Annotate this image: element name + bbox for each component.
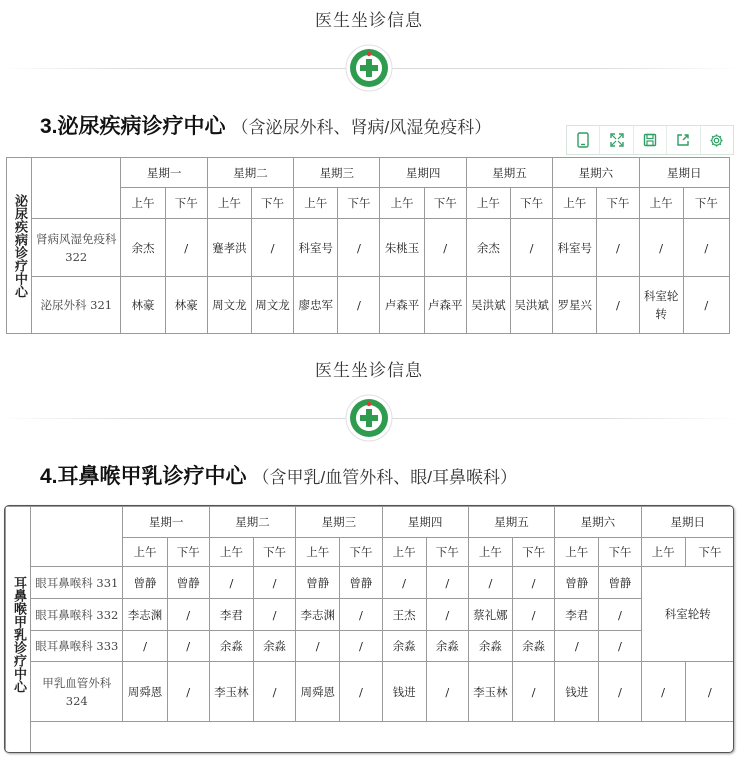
pm-header: 下午 <box>338 188 380 219</box>
schedule-cell: / <box>251 219 293 277</box>
schedule-cell: 钱进 <box>382 662 426 722</box>
schedule-cell: / <box>426 662 468 722</box>
schedule-cell: / <box>685 662 734 722</box>
schedule-cell: 李玉林 <box>468 662 512 722</box>
schedule-cell: 林豪 <box>121 277 165 334</box>
section-banner <box>0 356 738 381</box>
day-header: 星期四 <box>382 507 468 538</box>
am-header: 上午 <box>294 188 338 219</box>
share-icon[interactable] <box>667 126 700 154</box>
day-header: 星期二 <box>209 507 295 538</box>
am-header: 上午 <box>207 188 251 219</box>
schedule-cell: 余淼 <box>426 631 468 662</box>
pm-header: 下午 <box>167 538 209 567</box>
schedule-cell: / <box>683 277 729 334</box>
phone-icon[interactable] <box>567 126 600 154</box>
schedule-cell: / <box>426 599 468 631</box>
schedule-cell: / <box>424 219 466 277</box>
schedule-cell: 余淼 <box>468 631 512 662</box>
schedule-cell: / <box>296 631 340 662</box>
am-header: 上午 <box>555 538 599 567</box>
schedule-cell: / <box>382 567 426 599</box>
schedule-cell: / <box>597 277 639 334</box>
dept-cell: 眼耳鼻喉科 333 <box>31 631 123 662</box>
schedule-cell: 吴洪斌 <box>466 277 510 334</box>
am-header: 上午 <box>639 188 683 219</box>
heading-subtitle: （含甲乳/血管外科、眼/耳鼻喉科） <box>252 468 517 487</box>
am-header: 上午 <box>382 538 426 567</box>
schedule-cell: 吴洪斌 <box>511 277 553 334</box>
am-header: 上午 <box>380 188 424 219</box>
day-header: 星期一 <box>121 158 207 188</box>
am-header: 上午 <box>121 188 165 219</box>
schedule-cell: 周文龙 <box>251 277 293 334</box>
table-row <box>6 662 735 722</box>
schedule-cell: / <box>338 219 380 277</box>
schedule-cell: 曾静 <box>599 567 641 599</box>
schedule-cell: / <box>513 599 555 631</box>
pm-header: 下午 <box>597 188 639 219</box>
day-header: 星期五 <box>468 507 554 538</box>
schedule-cell: 李君 <box>555 599 599 631</box>
schedule-cell: / <box>683 219 729 277</box>
schedule-cell: 李志渊 <box>296 599 340 631</box>
dept-cell: 眼耳鼻喉科 331 <box>31 567 123 599</box>
table-row <box>7 219 730 277</box>
am-header: 上午 <box>468 538 512 567</box>
day-header: 星期四 <box>380 158 466 188</box>
day-header: 星期三 <box>294 158 380 188</box>
table-row <box>6 567 735 599</box>
center-name-cell: 泌尿疾病诊疗中心 <box>7 158 32 334</box>
schedule-cell: 曾静 <box>555 567 599 599</box>
dept-cell: 甲乳血管外科 324 <box>31 662 123 722</box>
am-header: 上午 <box>553 188 597 219</box>
day-header: 星期二 <box>207 158 293 188</box>
schedule-cell: 余淼 <box>209 631 253 662</box>
schedule-cell: / <box>167 631 209 662</box>
heading-subtitle: （含泌尿外科、肾病/风湿免疫科） <box>231 118 492 137</box>
day-header: 星期六 <box>553 158 639 188</box>
schedule-cell: / <box>599 662 641 722</box>
schedule-cell: / <box>513 662 555 722</box>
schedule-cell: / <box>253 662 295 722</box>
schedule-cell: 曾静 <box>123 567 167 599</box>
dept-cell: 肾病风湿免疫科322 <box>32 219 121 277</box>
schedule-cell: 余淼 <box>382 631 426 662</box>
day-header: 星期三 <box>296 507 382 538</box>
hospital-logo-icon <box>345 394 393 442</box>
am-header: 上午 <box>466 188 510 219</box>
schedule-cell: / <box>599 599 641 631</box>
banner-title: 医生坐诊信息 <box>315 361 423 381</box>
schedule-table-ent <box>5 506 734 753</box>
schedule-cell: 卢森平 <box>380 277 424 334</box>
corner-cell <box>32 158 121 219</box>
schedule-cell: 余淼 <box>253 631 295 662</box>
schedule-cell: / <box>639 219 683 277</box>
schedule-table-frame <box>4 505 734 753</box>
banner-title: 医生坐诊信息 <box>315 11 423 31</box>
pm-header: 下午 <box>511 188 553 219</box>
pm-header: 下午 <box>165 188 207 219</box>
schedule-cell: / <box>340 599 382 631</box>
schedule-cell: / <box>513 567 555 599</box>
am-header: 上午 <box>641 538 685 567</box>
day-header: 星期六 <box>555 507 641 538</box>
schedule-cell: 蹇孝洪 <box>207 219 251 277</box>
schedule-cell: 曾静 <box>340 567 382 599</box>
dept-cell: 眼耳鼻喉科 332 <box>31 599 123 631</box>
schedule-cell: 王杰 <box>382 599 426 631</box>
section-banner <box>0 6 738 31</box>
am-header: 上午 <box>209 538 253 567</box>
schedule-table-urology <box>6 157 730 334</box>
schedule-cell: / <box>253 599 295 631</box>
section-heading <box>40 460 517 490</box>
schedule-cell: 余杰 <box>466 219 510 277</box>
section-heading <box>40 110 491 140</box>
schedule-cell: 廖忠军 <box>294 277 338 334</box>
pm-header: 下午 <box>340 538 382 567</box>
pm-header: 下午 <box>685 538 734 567</box>
schedule-cell: 曾静 <box>296 567 340 599</box>
settings-icon[interactable] <box>701 126 733 154</box>
schedule-cell: 钱进 <box>555 662 599 722</box>
schedule-cell: / <box>599 631 641 662</box>
heading-title: 4.耳鼻喉甲乳诊疗中心 <box>40 465 247 488</box>
day-header: 星期日 <box>639 158 729 188</box>
expand-icon[interactable] <box>600 126 633 154</box>
schedule-cell: 罗星兴 <box>553 277 597 334</box>
day-header: 星期一 <box>123 507 209 538</box>
pm-header: 下午 <box>513 538 555 567</box>
pm-header: 下午 <box>424 188 466 219</box>
save-icon[interactable] <box>634 126 667 154</box>
am-header: 上午 <box>296 538 340 567</box>
heading-title: 3.泌尿疾病诊疗中心 <box>40 115 226 138</box>
schedule-cell: 林豪 <box>165 277 207 334</box>
schedule-cell: 曾静 <box>167 567 209 599</box>
schedule-cell: 周舜恩 <box>123 662 167 722</box>
schedule-cell: 李君 <box>209 599 253 631</box>
schedule-cell: / <box>253 567 295 599</box>
table-row <box>6 631 735 662</box>
dept-cell: 泌尿外科 321 <box>32 277 121 334</box>
table-row <box>7 277 730 334</box>
schedule-cell: / <box>597 219 639 277</box>
schedule-cell: / <box>167 599 209 631</box>
schedule-cell: 朱桃玉 <box>380 219 424 277</box>
corner-cell <box>31 507 123 567</box>
schedule-cell: 李志渊 <box>123 599 167 631</box>
schedule-cell: 余淼 <box>513 631 555 662</box>
pm-header: 下午 <box>426 538 468 567</box>
schedule-cell: 科室号 <box>553 219 597 277</box>
schedule-cell: / <box>340 662 382 722</box>
schedule-cell: / <box>209 567 253 599</box>
schedule-cell: 周文龙 <box>207 277 251 334</box>
empty-row-cell <box>31 722 734 754</box>
table-row <box>6 599 735 631</box>
day-header: 星期日 <box>641 507 734 538</box>
schedule-cell: 余杰 <box>121 219 165 277</box>
sunday-merged-cell: 科室轮转 <box>641 567 734 662</box>
schedule-cell: 科室号 <box>294 219 338 277</box>
schedule-cell: 李玉林 <box>209 662 253 722</box>
table-row <box>6 722 735 754</box>
schedule-cell: 蔡礼娜 <box>468 599 512 631</box>
schedule-cell: / <box>426 567 468 599</box>
day-header: 星期五 <box>466 158 552 188</box>
pm-header: 下午 <box>599 538 641 567</box>
schedule-cell: / <box>555 631 599 662</box>
schedule-cell: / <box>468 567 512 599</box>
schedule-cell: 卢森平 <box>424 277 466 334</box>
image-toolbar <box>566 125 734 155</box>
center-name-cell: 耳鼻喉甲乳诊疗中心 <box>6 507 31 754</box>
schedule-cell: / <box>511 219 553 277</box>
schedule-cell: / <box>338 277 380 334</box>
pm-header: 下午 <box>251 188 293 219</box>
schedule-cell: / <box>641 662 685 722</box>
schedule-cell: / <box>123 631 167 662</box>
schedule-cell: / <box>167 662 209 722</box>
hospital-logo-icon <box>345 44 393 92</box>
schedule-cell: / <box>340 631 382 662</box>
schedule-cell: 周舜恩 <box>296 662 340 722</box>
schedule-cell: 科室轮转 <box>639 277 683 334</box>
pm-header: 下午 <box>253 538 295 567</box>
pm-header: 下午 <box>683 188 729 219</box>
schedule-cell: / <box>165 219 207 277</box>
am-header: 上午 <box>123 538 167 567</box>
